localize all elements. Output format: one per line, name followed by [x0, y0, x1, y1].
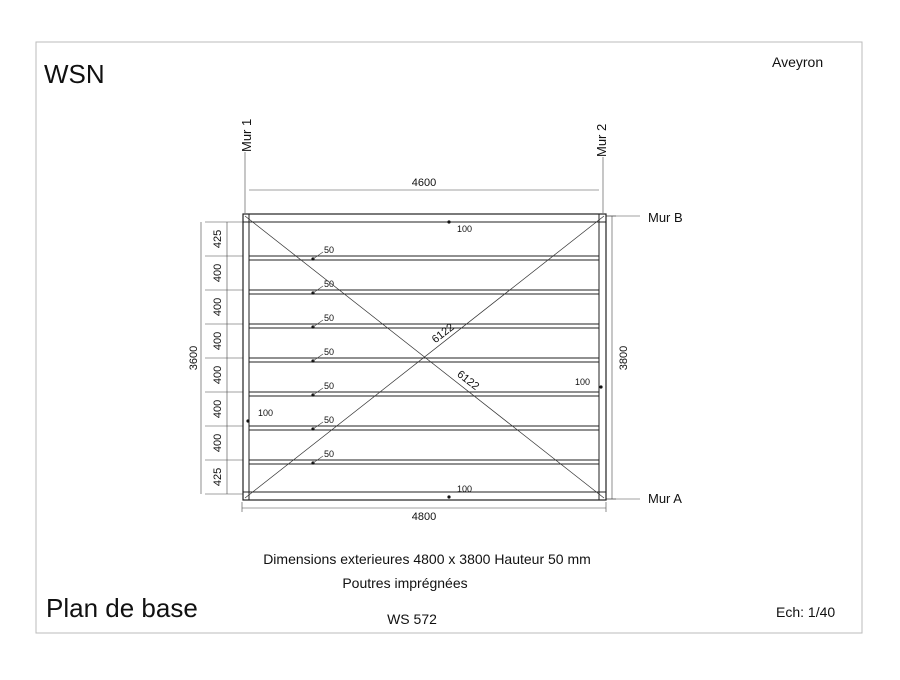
diagonal-1-label: 6122 — [429, 321, 457, 346]
left-segment-label-7: 400 — [212, 433, 224, 453]
left-segment-label-6: 400 — [212, 399, 224, 419]
joist-label-5: 50 — [324, 381, 335, 391]
plan-title: Plan de base — [46, 593, 198, 623]
joist-label-7: 50 — [324, 449, 335, 459]
diagonal-2-label: 6122 — [454, 368, 482, 393]
murA-label: Mur A — [648, 491, 682, 506]
brand-label: WSN — [44, 59, 105, 89]
left-segment-label-3: 400 — [212, 297, 224, 317]
top-perimeter-beam — [243, 214, 606, 222]
joist-label-2: 50 — [324, 279, 335, 289]
right-total-dimension-label: 3800 — [618, 345, 630, 371]
joist-label-6: 50 — [324, 415, 335, 425]
top-beam-marker — [447, 220, 450, 223]
reference-label: WS 572 — [387, 611, 437, 627]
top-beam-label: 100 — [457, 224, 473, 234]
left-segment-label-1: 425 — [212, 229, 224, 249]
joists — [249, 245, 599, 465]
joist-7 — [249, 460, 599, 464]
right-beam-label: 100 — [575, 377, 591, 387]
left-beam-marker — [246, 419, 249, 422]
left-segment-label-4: 400 — [212, 331, 224, 351]
left-segment-label-5: 400 — [212, 365, 224, 385]
joist-5 — [249, 392, 599, 396]
bottom-perimeter-beam — [243, 492, 606, 500]
bottom-beam-label: 100 — [457, 484, 473, 494]
dimensions-note: Dimensions exterieures 4800 x 3800 Hauteur 50 mm — [263, 551, 591, 567]
region-label: Aveyron — [772, 54, 824, 70]
mur2-label: Mur 2 — [594, 123, 609, 157]
joist-label-4: 50 — [324, 347, 335, 357]
right-beam-marker — [599, 385, 602, 388]
joist-label-1: 50 — [324, 245, 335, 255]
left-segment-label-2: 400 — [212, 263, 224, 283]
left-total-dimension-label: 3600 — [188, 345, 200, 371]
top-dimension-label: 4600 — [411, 177, 437, 189]
joist-3 — [249, 324, 599, 328]
joist-4 — [249, 358, 599, 362]
bottom-dimension-label: 4800 — [411, 511, 437, 523]
left-perimeter-beam — [243, 214, 249, 500]
joist-label-3: 50 — [324, 313, 335, 323]
right-perimeter-beam — [599, 214, 606, 500]
impregnated-beams-note: Poutres imprégnées — [342, 575, 468, 591]
murB-label: Mur B — [648, 210, 683, 225]
left-segment-label-8: 425 — [212, 467, 224, 487]
left-segment-ticks — [205, 222, 243, 494]
joist-1 — [249, 256, 599, 260]
joist-2 — [249, 290, 599, 294]
left-beam-label: 100 — [258, 408, 274, 418]
mur1-label: Mur 1 — [239, 118, 254, 152]
joist-6 — [249, 426, 599, 430]
scale-label: Ech: 1/40 — [776, 604, 836, 620]
bottom-beam-marker — [447, 495, 450, 498]
